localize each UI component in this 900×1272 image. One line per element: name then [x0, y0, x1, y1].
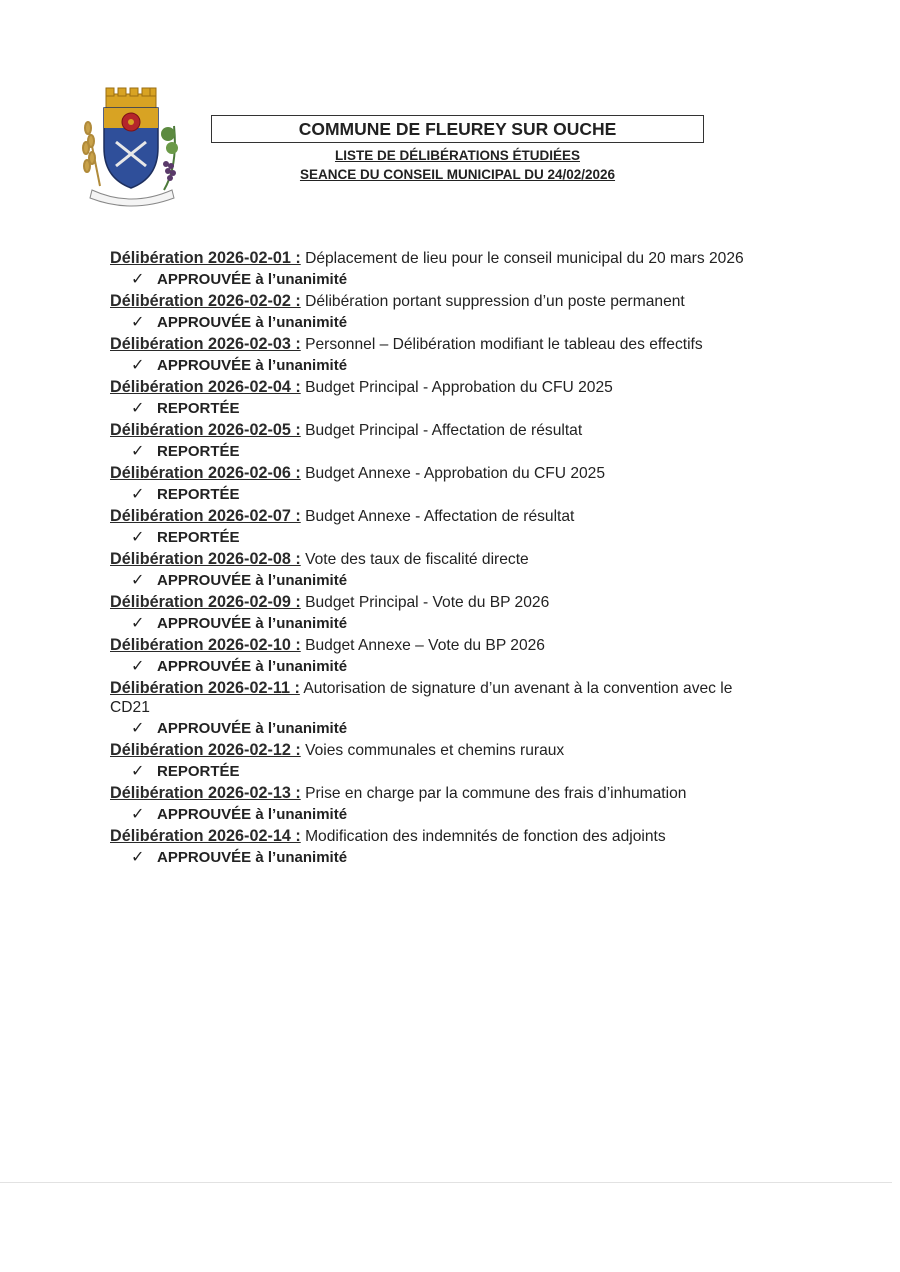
deliberation-status: REPORTÉE: [157, 763, 240, 780]
checkmark-icon: ✓: [131, 720, 145, 737]
checkmark-icon: ✓: [131, 486, 145, 503]
session-date: SEANCE DU CONSEIL MUNICIPAL DU 24/02/2026: [299, 167, 616, 182]
checkmark-icon: ✓: [131, 763, 145, 780]
deliberation-number: Délibération 2026-02-12 :: [110, 741, 301, 759]
deliberation-title: Budget Annexe - Approbation du CFU 2025: [300, 465, 606, 482]
deliberation-status: APPROUVÉE à l’unanimité: [157, 357, 348, 374]
deliberation-number: Délibération 2026-02-07 :: [110, 507, 301, 525]
deliberation-number: Délibération 2026-02-01 :: [110, 249, 301, 267]
checkmark-icon: ✓: [131, 849, 145, 866]
commune-crest-logo: [78, 86, 186, 210]
deliberation-title: Budget Principal - Approbation du CFU 2025: [300, 379, 613, 396]
page-bottom-divider: [0, 1182, 892, 1183]
deliberation-title: Budget Principal - Vote du BP 2026: [300, 594, 550, 611]
deliberation-title: Voies communales et chemins ruraux: [300, 742, 565, 759]
list-item: [110, 507, 770, 550]
deliberation-status: APPROUVÉE à l’unanimité: [157, 615, 348, 632]
checkmark-icon: ✓: [131, 357, 145, 374]
checkmark-icon: ✓: [131, 658, 145, 675]
deliberation-title: Autorisation de signature d’un avenant à la convention avec le CD21: [110, 680, 733, 716]
checkmark-icon: ✓: [131, 271, 145, 288]
deliberation-number: Délibération 2026-02-02 :: [110, 292, 301, 310]
checkmark-icon: ✓: [131, 400, 145, 417]
deliberation-status: REPORTÉE: [157, 486, 240, 503]
deliberation-status: APPROUVÉE à l’unanimité: [157, 314, 348, 331]
deliberation-status: APPROUVÉE à l’unanimité: [157, 658, 348, 675]
deliberation-status: APPROUVÉE à l’unanimité: [157, 806, 348, 823]
deliberation-status: REPORTÉE: [157, 400, 240, 417]
list-item: [110, 679, 770, 741]
deliberation-title: Budget Principal - Affectation de résultat: [300, 422, 583, 439]
deliberation-title: Budget Annexe - Affectation de résultat: [300, 508, 575, 525]
list-item: [110, 593, 770, 636]
list-item: [110, 741, 770, 784]
list-item: [110, 827, 770, 870]
list-item: [110, 335, 770, 378]
checkmark-icon: ✓: [131, 529, 145, 546]
deliberation-title: Déplacement de lieu pour le conseil municipal du 20 mars 2026: [300, 250, 744, 267]
deliberation-title: Modification des indemnités de fonction des adjoints: [300, 828, 666, 845]
list-item: [110, 784, 770, 827]
page-subtitle: LISTE DE DÉLIBÉRATIONS ÉTUDIÉES: [334, 148, 581, 163]
list-item: [110, 550, 770, 593]
list-item: [110, 421, 770, 464]
list-item: [110, 636, 770, 679]
checkmark-icon: ✓: [131, 443, 145, 460]
checkmark-icon: ✓: [131, 572, 145, 589]
deliberation-number: Délibération 2026-02-04 :: [110, 378, 301, 396]
deliberation-number: Délibération 2026-02-10 :: [110, 636, 301, 654]
deliberation-status: APPROUVÉE à l’unanimité: [157, 720, 348, 737]
deliberation-list: [110, 249, 770, 870]
deliberation-status: APPROUVÉE à l’unanimité: [157, 572, 348, 589]
deliberation-status: APPROUVÉE à l’unanimité: [157, 271, 348, 288]
deliberation-title: Budget Annexe – Vote du BP 2026: [300, 637, 545, 654]
deliberation-status: REPORTÉE: [157, 529, 240, 546]
deliberation-number: Délibération 2026-02-03 :: [110, 335, 301, 353]
deliberation-number: Délibération 2026-02-13 :: [110, 784, 301, 802]
checkmark-icon: ✓: [131, 806, 145, 823]
deliberation-title: Personnel – Délibération modifiant le tableau des effectifs: [300, 336, 703, 353]
deliberation-title: Vote des taux de fiscalité directe: [300, 551, 529, 568]
deliberation-title: Délibération portant suppression d’un poste permanent: [300, 293, 685, 310]
checkmark-icon: ✓: [131, 615, 145, 632]
deliberation-number: Délibération 2026-02-14 :: [110, 827, 301, 845]
page-title: COMMUNE DE FLEUREY SUR OUCHE: [298, 119, 617, 139]
deliberation-status: APPROUVÉE à l’unanimité: [157, 849, 348, 866]
deliberation-number: Délibération 2026-02-09 :: [110, 593, 301, 611]
list-item: [110, 292, 770, 335]
deliberation-number: Délibération 2026-02-05 :: [110, 421, 301, 439]
deliberation-status: REPORTÉE: [157, 443, 240, 460]
deliberation-title: Prise en charge par la commune des frais d’inhumation: [300, 785, 687, 802]
deliberation-number: Délibération 2026-02-11 :: [110, 679, 300, 697]
checkmark-icon: ✓: [131, 314, 145, 331]
list-item: [110, 464, 770, 507]
deliberation-number: Délibération 2026-02-06 :: [110, 464, 301, 482]
list-item: [110, 249, 770, 292]
deliberation-number: Délibération 2026-02-08 :: [110, 550, 301, 568]
list-item: [110, 378, 770, 421]
